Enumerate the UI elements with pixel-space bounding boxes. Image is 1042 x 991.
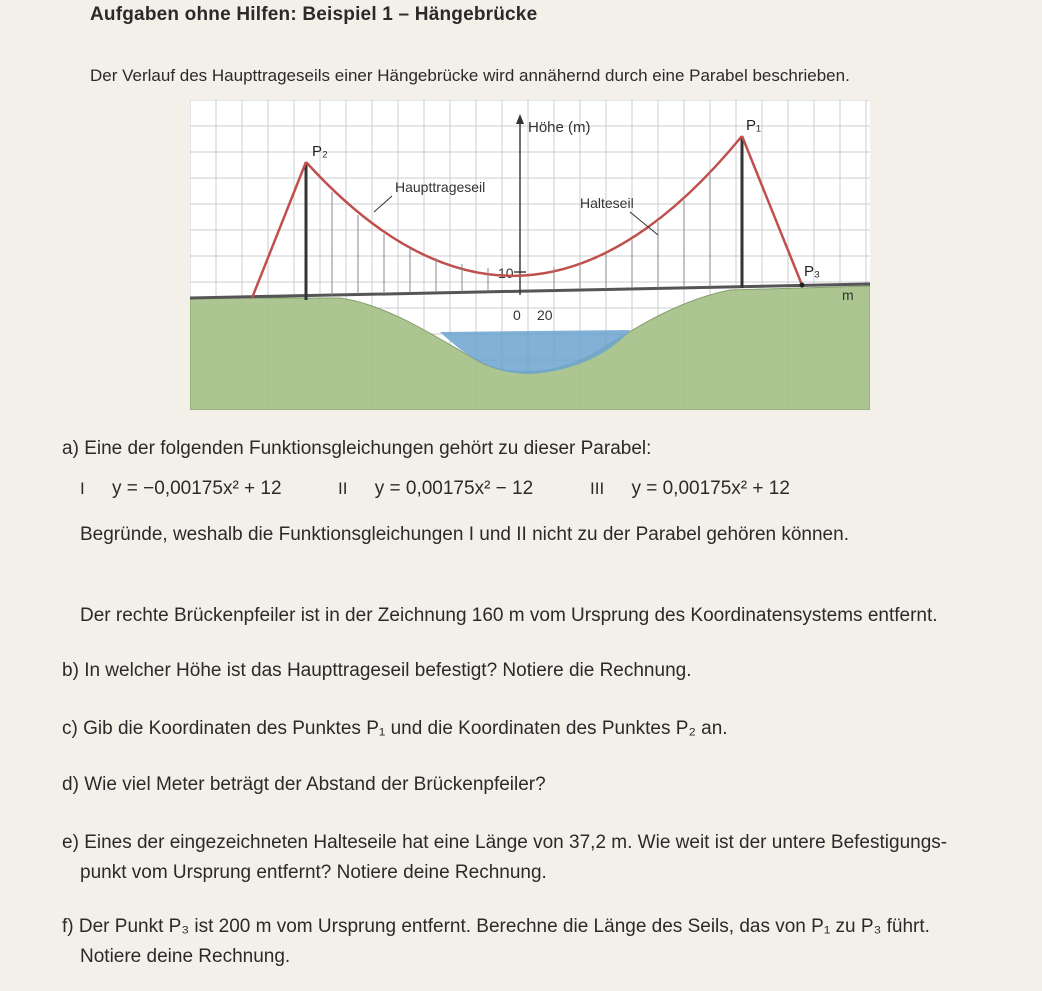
option-ii [338, 478, 533, 500]
p2-label: P₂ [312, 143, 328, 160]
x-tick-label: 20 [537, 307, 553, 323]
question-d [62, 772, 546, 799]
y-axis-label: Höhe (m) [528, 119, 591, 136]
context-text: Der rechte Brückenpfeiler ist in der Zeichnung 160 m vom Ursprung des Koordinatensystems entfernt. [80, 605, 938, 626]
option-ii-equation: y = 0,00175x² − 12 [374, 478, 534, 499]
main-cable-label: Haupttrageseil [395, 179, 486, 195]
question-d-prefix: d) [62, 774, 79, 795]
question-b [62, 658, 691, 685]
question-f-line2: Notiere deine Rechnung. [80, 946, 291, 967]
option-ii-roman: II [338, 479, 348, 498]
question-a [62, 436, 651, 463]
y-tick-label: 10 [498, 265, 514, 281]
question-c-p2: P₂ [675, 718, 696, 739]
question-f-p3b: P₃ [860, 916, 882, 937]
page-title: Aufgaben ohne Hilfen: Beispiel 1 – Hängebrücke [90, 4, 538, 25]
question-a-text: Eine der folgenden Funktionsgleichungen gehört zu dieser Parabel: [84, 438, 652, 459]
option-i-roman: I [80, 479, 85, 498]
question-e-line2: punkt vom Ursprung entfernt? Notiere deine Rechnung. [80, 862, 547, 883]
bridge-diagram [190, 100, 870, 410]
origin-label: 0 [513, 307, 521, 323]
option-i [80, 478, 282, 500]
question-d-text: Wie viel Meter beträgt der Abstand der Brückenpfeiler? [84, 774, 546, 795]
question-c-text-after: an. [701, 718, 728, 739]
question-b-prefix: b) [62, 660, 79, 681]
question-c [62, 716, 728, 743]
question-f-p1: P₁ [811, 916, 831, 937]
question-f-line1-a: Der Punkt [78, 916, 164, 937]
question-c-text-middle: und die Koordinaten des Punktes [390, 718, 671, 739]
intro-text: Der Verlauf des Haupttrageseils einer Hängebrücke wird annähernd durch eine Parabel beschrieben. [90, 66, 850, 85]
p3-point [800, 283, 805, 288]
question-f-prefix: f) [62, 916, 74, 937]
question-c-prefix: c) [62, 718, 78, 739]
option-iii-roman: III [590, 479, 605, 498]
question-f-line1-b: ist 200 m vom Ursprung entfernt. Berechne die Länge des Seils, das von [194, 916, 806, 937]
option-iii [590, 478, 790, 500]
question-c-text-before: Gib die Koordinaten des Punktes [83, 718, 361, 739]
hanger-label: Halteseil [580, 195, 634, 211]
x-unit-label: m [842, 287, 854, 303]
question-c-p1: P₁ [366, 718, 386, 739]
option-i-equation: y = −0,00175x² + 12 [112, 478, 282, 499]
question-e-line1: Eines der eingezeichneten Halteseile hat eine Länge von 37,2 m. Wie weit ist der untere Befestigungs- [84, 832, 948, 853]
p1-label: P₁ [746, 117, 762, 134]
option-iii-equation: y = 0,00175x² + 12 [631, 478, 790, 499]
question-f-line1-c: führt. [886, 916, 930, 937]
question-a-prefix: a) [62, 438, 79, 459]
question-f [62, 914, 930, 941]
question-a-followup: Begründe, weshalb die Funktionsgleichungen I und II nicht zu der Parabel gehören können. [80, 524, 849, 545]
p3-label: P₃ [804, 263, 821, 280]
question-b-text: In welcher Höhe ist das Haupttrageseil befestigt? Notiere die Rechnung. [84, 660, 692, 681]
question-f-p3: P₃ [168, 916, 190, 937]
question-f-zu: zu [835, 916, 856, 937]
question-e-prefix: e) [62, 832, 79, 853]
question-e [62, 830, 947, 857]
